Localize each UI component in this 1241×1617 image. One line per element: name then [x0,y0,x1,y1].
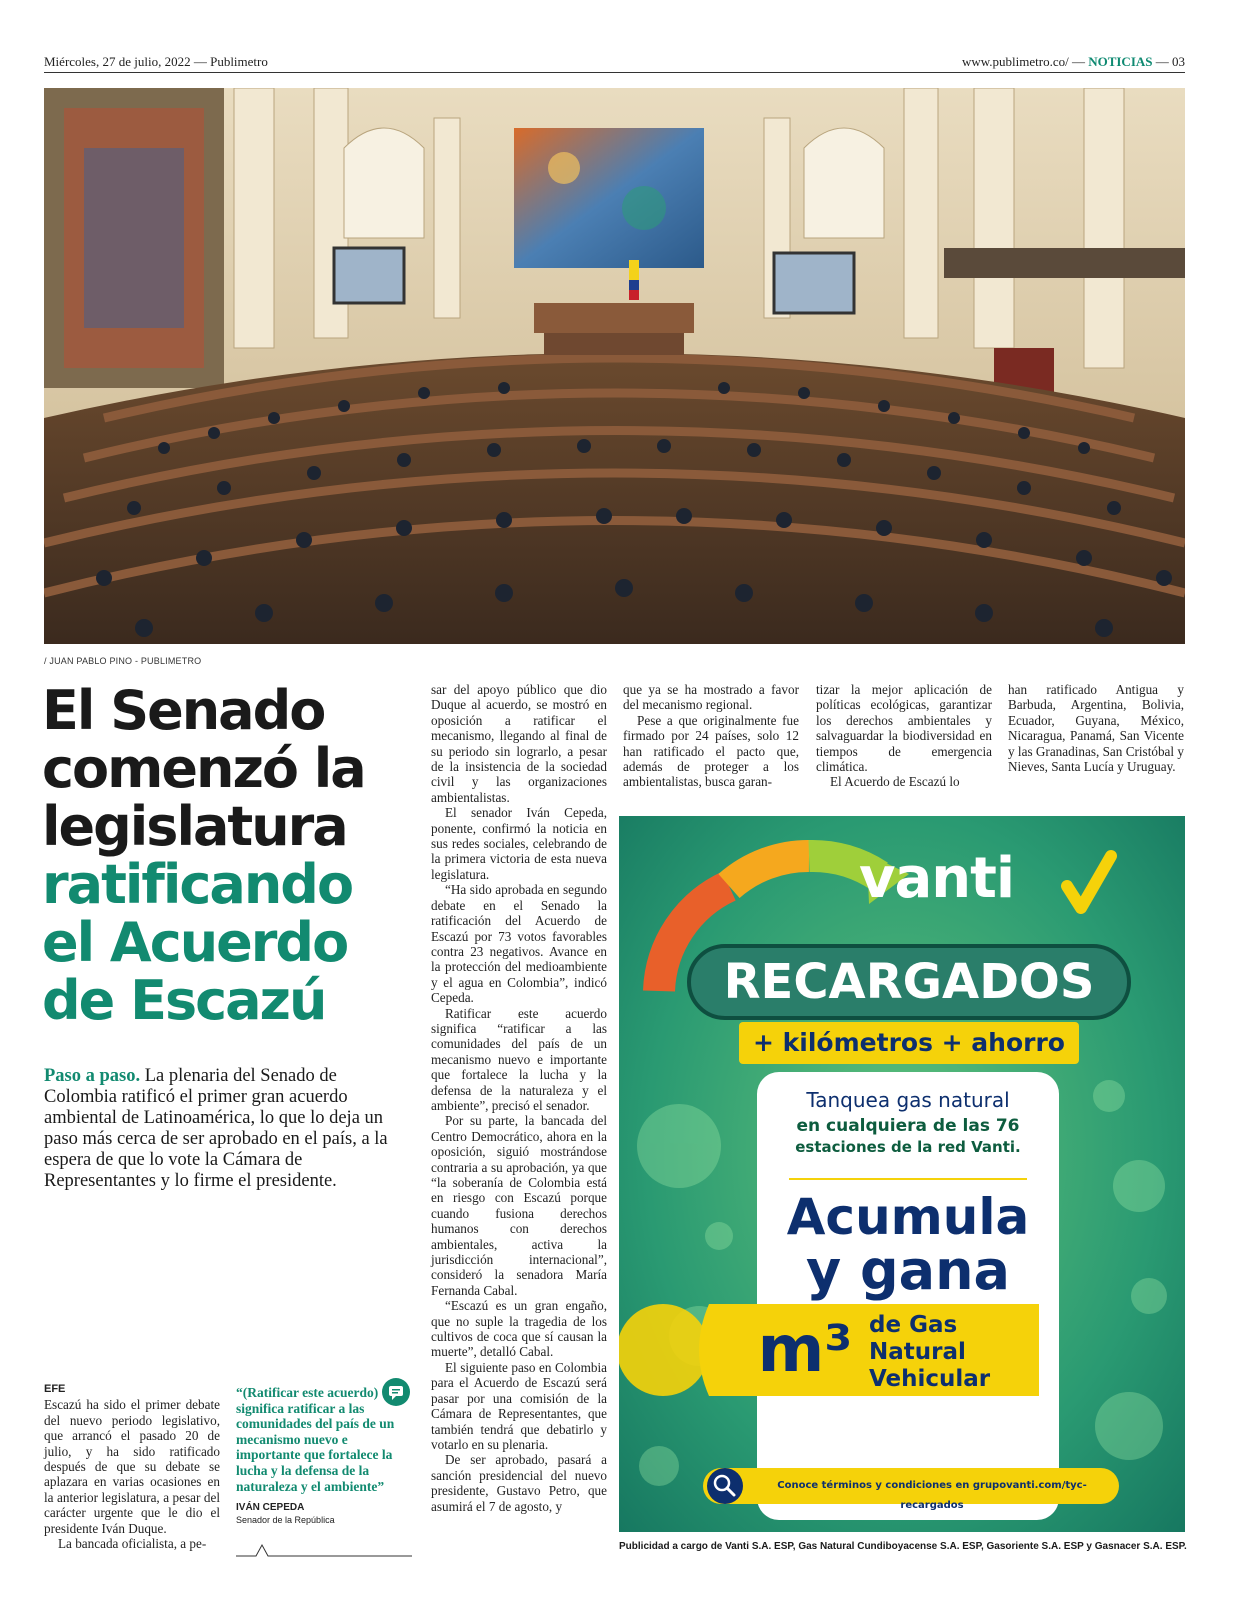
photo-credit: / JUAN PABLO PINO - PUBLIMETRO [44,656,202,666]
quote-author: IVÁN CEPEDA [236,1502,305,1514]
ad-unit: m³ [757,1313,853,1387]
headline-line: ratificando [42,853,353,916]
article-headline [42,679,402,1032]
site-url[interactable]: www.publimetro.co/ — [961,54,1085,69]
ad-unit-text-line: Vehicular [869,1366,991,1392]
ad-line-3: estaciones de la red Vanti. [795,1138,1021,1156]
section-label: NOTICIAS [1088,54,1153,69]
paragraph: De ser aprobado, pasará a sanción presidencial del nuevo presidente, Gustavo Petro, que asumirá el 7 de agosto, y [431,1452,607,1514]
ad-terms-link[interactable]: Conoce términos y condiciones en grupovanti.com/tyc-recargados [777,1480,1087,1511]
paragraph: Por su parte, la bancada del Centro Democrático, ahora en la oposición, siguió mostrándose contraria a su aprobación, ya que “la soberanía de Colombia está en riesgo con Escazú porque cuando fusiona derechos humanos con derechos ambientales, activa la jurisdicción internacional”, consideró la senadora María Fernanda Cabal. [431,1113,607,1298]
ad-big-line-2: y gana [806,1239,1010,1302]
pull-quote [236,1385,412,1525]
paragraph: han ratificado Antigua y Barbuda, Argentina, Bolivia, Ecuador, Guyana, México, Nicaragua, Panamá, San Vicente y las Granadinas, San Cristóbal y Nieves, Santa Lucía y Uruguay. [1008,682,1184,775]
headline-line: comenzó la [42,737,365,800]
page-header-date: Miércoles, 27 de julio, 2022 — Publimetro [44,54,268,69]
paragraph: “Ha sido aprobada en segundo debate en el Senado la ratificación del Acuerdo de Escazú por 73 votos favorables contra 23 negativos. Avance en la protección del medioambiente y el agua en Colombia”, indicó Cepeda. [431,882,607,1006]
quote-bottom-rule [236,1542,412,1556]
article-column-5 [1008,682,1184,774]
paragraph: El senador Iván Cepeda, ponente, confirmó la noticia en sus redes sociales, celebrando de la primera victoria de esta nueva legislatura. [431,805,607,882]
senate-photo [44,88,1185,644]
paragraph: “Escazú es un gran engaño, que no suple la tragedia de los cultivos de coca que sí causan la muerte”, detalló Cabal. [431,1298,607,1360]
headline-line: el Acuerdo [42,911,348,974]
ad-brand-logo: vanti [859,846,1015,911]
paragraph: El Acuerdo de Escazú lo [830,774,960,790]
headline-line: legislatura [42,795,347,858]
page-header-right [962,54,1185,70]
article-column-2 [431,682,607,1514]
ad-title: RECARGADOS [723,954,1095,1010]
headline-line: de Escazú [42,969,326,1032]
headline-line: El Senado [42,679,325,742]
ad-big-line-1: Acumula [786,1188,1030,1246]
paragraph: tizar la mejor aplicación de políticas ecológicas, garantizar los derechos ambientales y salvaguardar la biodiversidad en tiempos de emergencia climática. [816,682,992,775]
paragraph: que ya se ha mostrado a favor del mecanismo regional. [623,682,799,713]
paragraph: El siguiente paso en Colombia para el Acuerdo de Escazú será pasar por una comisión de la Cámara de Representantes, que también tendrá que debatirlo y votarlo en su plenaria. [431,1359,607,1452]
header-rule [44,72,1185,73]
ad-line-1: Tanquea gas natural [806,1088,1010,1112]
paragraph: La bancada oficialista, a pe- [58,1536,207,1552]
article-column-3 [623,682,799,790]
article-lead [44,1066,394,1192]
paragraph: Escazú ha sido el primer debate del nuevo periodo legislativo, que arrancó el pasado 20 de julio, y ha sido ratificado después de que su debate se aplazara en varias ocasiones en la anterior legislatura, a pesar del carácter urgente que le dio el presidente Iván Duque. [44,1397,220,1536]
paragraph: Pese a que originalmente fue firmado por 24 países, solo 12 han ratificado el pacto que, además de proteger a los ambientalistas, busca garan- [623,712,799,790]
ad-disclaimer: Publicidad a cargo de Vanti S.A. ESP, Gas Natural Cundiboyacense S.A. ESP, Gasoriente S.A. ESP y Gasnacer S.A. ESP. [619,1532,1185,1561]
page-number: — 03 [1155,54,1185,69]
article-column-1 [44,1382,220,1551]
ad-unit-text-line: Natural [869,1339,966,1365]
paragraph: Ratificar este acuerdo significa “ratificar a las comunidades del país de un mecanismo nuevo e importante que fortalece la lucha y la defensa de la naturaleza y el ambiente”, precisó el senador. [431,1005,607,1113]
ad-unit-text-line: de Gas [869,1312,958,1338]
lead-text: La plenaria del Senado de Colombia ratificó el primer gran acuerdo ambiental de Latinoamérica, lo que lo deja un paso más cerca de ser aprobado en el país, a la espera de que lo vote la Cámara de Representantes y lo firme el presidente. [44,1066,388,1191]
paragraph: sar del apoyo público que dio Duque al acuerdo, se mostró en oposición a ratificar el mecanismo, llegando al final de su periodo sin lograrlo, a pesar de la insistencia de la sociedad civil y las organizaciones ambientalistas. [431,682,607,805]
ad-line-2: en cualquiera de las 76 [796,1116,1020,1136]
quote-role: Senador de la República [236,1515,335,1526]
lead-kicker: Paso a paso. [44,1066,141,1086]
ad-unit-text [869,1312,1039,1393]
ad-subtitle: + kilómetros + ahorro [753,1028,1065,1057]
speech-bubble-icon [382,1378,410,1406]
quote-text: “(Ratificar este acuerdo) significa ratificar a las comunidades del país de un mecanismo nuevo e importante que fortalece la lucha y la defensa de la naturaleza y el ambiente” [236,1385,395,1494]
vanti-advertisement[interactable] [619,816,1185,1561]
source-label: EFE [44,1383,66,1395]
article-column-4 [816,682,992,790]
